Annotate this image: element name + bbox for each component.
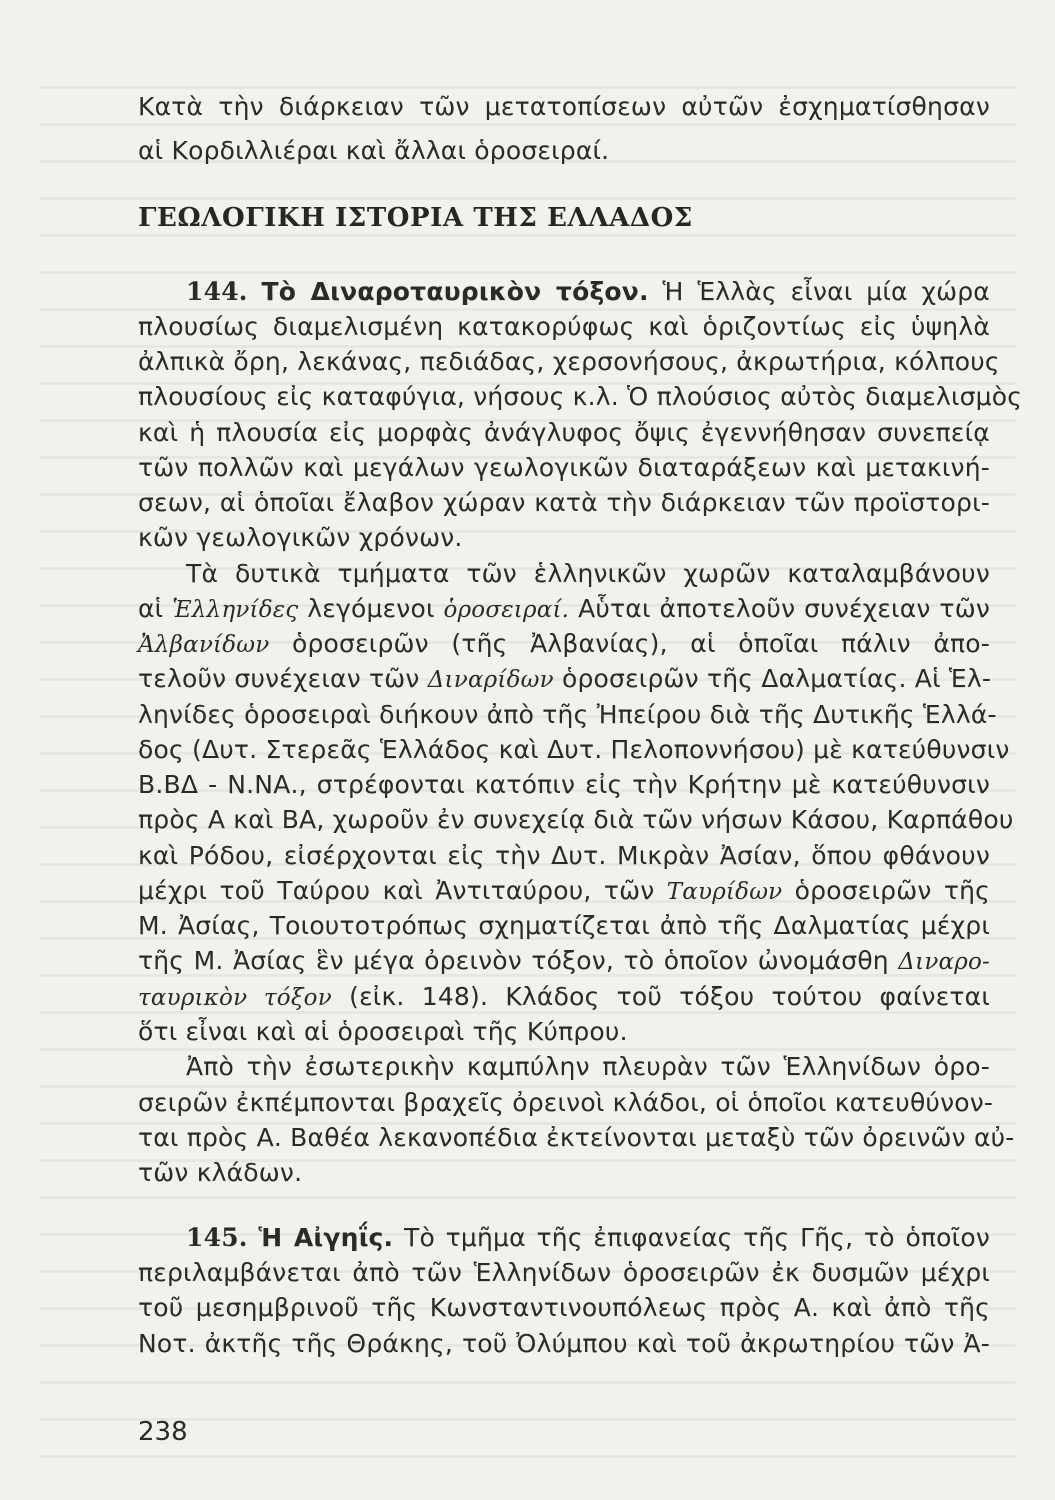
- section-144-line: κῶν γεωλογικῶν χρόνων.: [138, 523, 463, 552]
- paragraph-2-line: Τὰ δυτικὰ τμήματα τῶν ἑλληνικῶν χωρῶν καταλαμβάνουν: [186, 559, 990, 588]
- text-run: αἱ: [138, 594, 164, 623]
- paragraph-2-line: Β.ΒΔ - Ν.ΝΑ., στρέφονται κατόπιν εἰς τὴν Κρήτην μὲ κατεύθυνσιν: [138, 770, 990, 799]
- paragraph-2-line: ληνίδες ὁροσειραὶ διήκουν ἀπὸ τῆς Ἠπείρου διὰ τῆς Δυτικῆς Ἑλλά-: [138, 700, 997, 729]
- intro-line-1: Κατὰ τὴν διάρκειαν τῶν μετατοπίσεων αὐτῶν ἐσχηματίσθησαν: [138, 92, 990, 121]
- chapter-heading: ΓΕΩΛΟΓΙΚΗ ΙΣΤΟΡΙΑ ΤΗΣ ΕΛΛΑΔΟΣ: [138, 203, 693, 233]
- section-144-line: ἀλπικὰ ὄρη, λεκάνας, πεδιάδας, χερσονήσους, ἀκρωτήρια, κόλπους: [138, 347, 1000, 376]
- intro-line-2: αἱ Κορδιλλιέραι καὶ ἄλλαι ὁροσειραί.: [138, 136, 610, 165]
- text-run: λεγόμενοι: [307, 594, 435, 623]
- text-run: ὁροσειρῶν τῆς Δαλματίας. Αἱ Ἑλ-: [561, 664, 992, 693]
- text-run: τῆς Μ. Ἀσίας ἓν μέγα ὀρεινὸν τόξον, τὸ ὁποῖον ὠνομάσθη: [138, 946, 889, 975]
- section-145-line: τοῦ μεσημβρινοῦ τῆς Κωνσταντινουπόλεως πρὸς Α. καὶ ἀπὸ τῆς: [138, 1293, 990, 1322]
- text-run: Αὗται ἀποτελοῦν συνέχειαν τῶν: [578, 594, 990, 623]
- paragraph-2-line: [138, 874, 990, 909]
- section-144-line: πλουσίους εἰς καταφύγια, νήσους κ.λ. Ὁ πλούσιος αὐτὸς διαμελισμὸς: [138, 382, 1023, 411]
- italic-term-tavrikon-toxon: ταυρικὸν τόξον: [138, 985, 332, 1011]
- paragraph-3-line: ται πρὸς Α. Βαθέα λεκανοπέδια ἐκτείνονται μεταξὺ τῶν ὀρεινῶν αὐ-: [138, 1123, 1015, 1152]
- italic-term-albanides: Ἀλβανίδων: [138, 632, 270, 658]
- section-145-title: Ἡ Αἰγηΐς.: [258, 1223, 394, 1252]
- paragraph-2-line: ὅτι εἶναι καὶ αἱ ὁροσειραὶ τῆς Κύπρου.: [138, 1017, 628, 1046]
- section-145-line: περιλαμβάνεται ἀπὸ τῶν Ἑλληνίδων ὁροσειρῶν ἐκ δυσμῶν μέχρι: [138, 1258, 990, 1287]
- section-144-line: τῶν πολλῶν καὶ μεγάλων γεωλογικῶν διαταράξεων καὶ μετακινή-: [138, 453, 990, 482]
- paragraph-2-line: πρὸς Α καὶ ΒΑ, χωροῦν ἐν συνεχείᾳ διὰ τῶν νήσων Κάσου, Καρπάθου: [138, 805, 1014, 834]
- text-run: (εἰκ. 148). Κλάδος τοῦ τόξου τούτου φαίνεται: [349, 982, 991, 1011]
- section-144-number: 144.: [186, 277, 248, 306]
- paragraph-2-line: [138, 944, 990, 979]
- paragraph-3-line: Ἀπὸ τὴν ἐσωτερικὴν καμπύλην πλευρὰν τῶν Ἑλληνίδων ὀρο-: [186, 1052, 990, 1081]
- text-run: ὁροσειρῶν τῆς: [794, 876, 990, 905]
- italic-term-dinaro: Διναρο-: [898, 949, 990, 975]
- section-144-line: πλουσίως διαμελισμένη κατακορύφως καὶ ὁριζοντίως εἰς ὑψηλὰ: [138, 312, 990, 341]
- paragraph-2-line: καὶ Ρόδου, εἰσέρχονται εἰς τὴν Δυτ. Μικρὰν Ἀσίαν, ὅπου φθάνουν: [138, 841, 990, 870]
- section-145-number: 145.: [186, 1223, 248, 1252]
- paragraph-2-line: [138, 662, 990, 697]
- section-144-first-line: [138, 275, 990, 309]
- paragraph-3-line: τῶν κλάδων.: [138, 1158, 303, 1187]
- section-144-title: Τὸ Διναροταυρικὸν τόξον.: [261, 277, 649, 306]
- italic-term-taurides: Ταυρίδων: [666, 879, 783, 905]
- paragraph-2-line: [138, 980, 990, 1015]
- text-run: μέχρι τοῦ Ταύρου καὶ Ἀντιταύρου, τῶν: [138, 876, 655, 905]
- paragraph-2-line: [138, 627, 990, 662]
- paragraph-2-line: Μ. Ἀσίας, Τοιουτοτρόπως σχηματίζεται ἀπὸ τῆς Δαλματίας μέχρι: [138, 911, 990, 940]
- section-144-first-line-text: Ἡ Ἑλλὰς εἶναι μία χώρα: [662, 277, 990, 306]
- page-number: 238: [138, 1417, 188, 1447]
- text-run: τελοῦν συνέχειαν τῶν: [138, 664, 420, 693]
- section-144-line: σεων, αἱ ὁποῖαι ἔλαβον χώραν κατὰ τὴν διάρκειαν τῶν προϊστορι-: [138, 488, 990, 517]
- paragraph-2-line: [138, 592, 990, 627]
- paragraph-2-line: δος (Δυτ. Στερεᾶς Ἑλλάδος καὶ Δυτ. Πελοποννήσου) μὲ κατεύθυνσιν: [138, 735, 1010, 764]
- paragraph-3-line: σειρῶν ἐκπέμπονται βραχεῖς ὀρεινοὶ κλάδοι, οἱ ὁποῖοι κατευθύνον-: [138, 1088, 994, 1117]
- section-145-first-line: [138, 1221, 990, 1255]
- text-run: ὁροσειρῶν (τῆς Ἀλβανίας), αἱ ὁποῖαι πάλιν ἀπο-: [291, 629, 990, 658]
- section-145-first-line-text: Τὸ τμῆμα τῆς ἐπιφανείας τῆς Γῆς, τὸ ὁποῖον: [403, 1223, 990, 1252]
- section-145-line: Νοτ. ἀκτῆς τῆς Θράκης, τοῦ Ὀλύμπου καὶ τοῦ ἀκρωτηρίου τῶν Ἀ-: [138, 1329, 990, 1358]
- italic-term-orosirai: ὁροσειραί.: [443, 597, 570, 623]
- italic-term-hellenides: Ἑλληνίδες: [172, 597, 299, 623]
- italic-term-dinarides: Διναρίδων: [427, 667, 554, 693]
- section-144-line: καὶ ἡ πλουσία εἰς μορφὰς ἀνάγλυφος ὄψις ἐγεννήθησαν συνεπείᾳ: [138, 418, 990, 447]
